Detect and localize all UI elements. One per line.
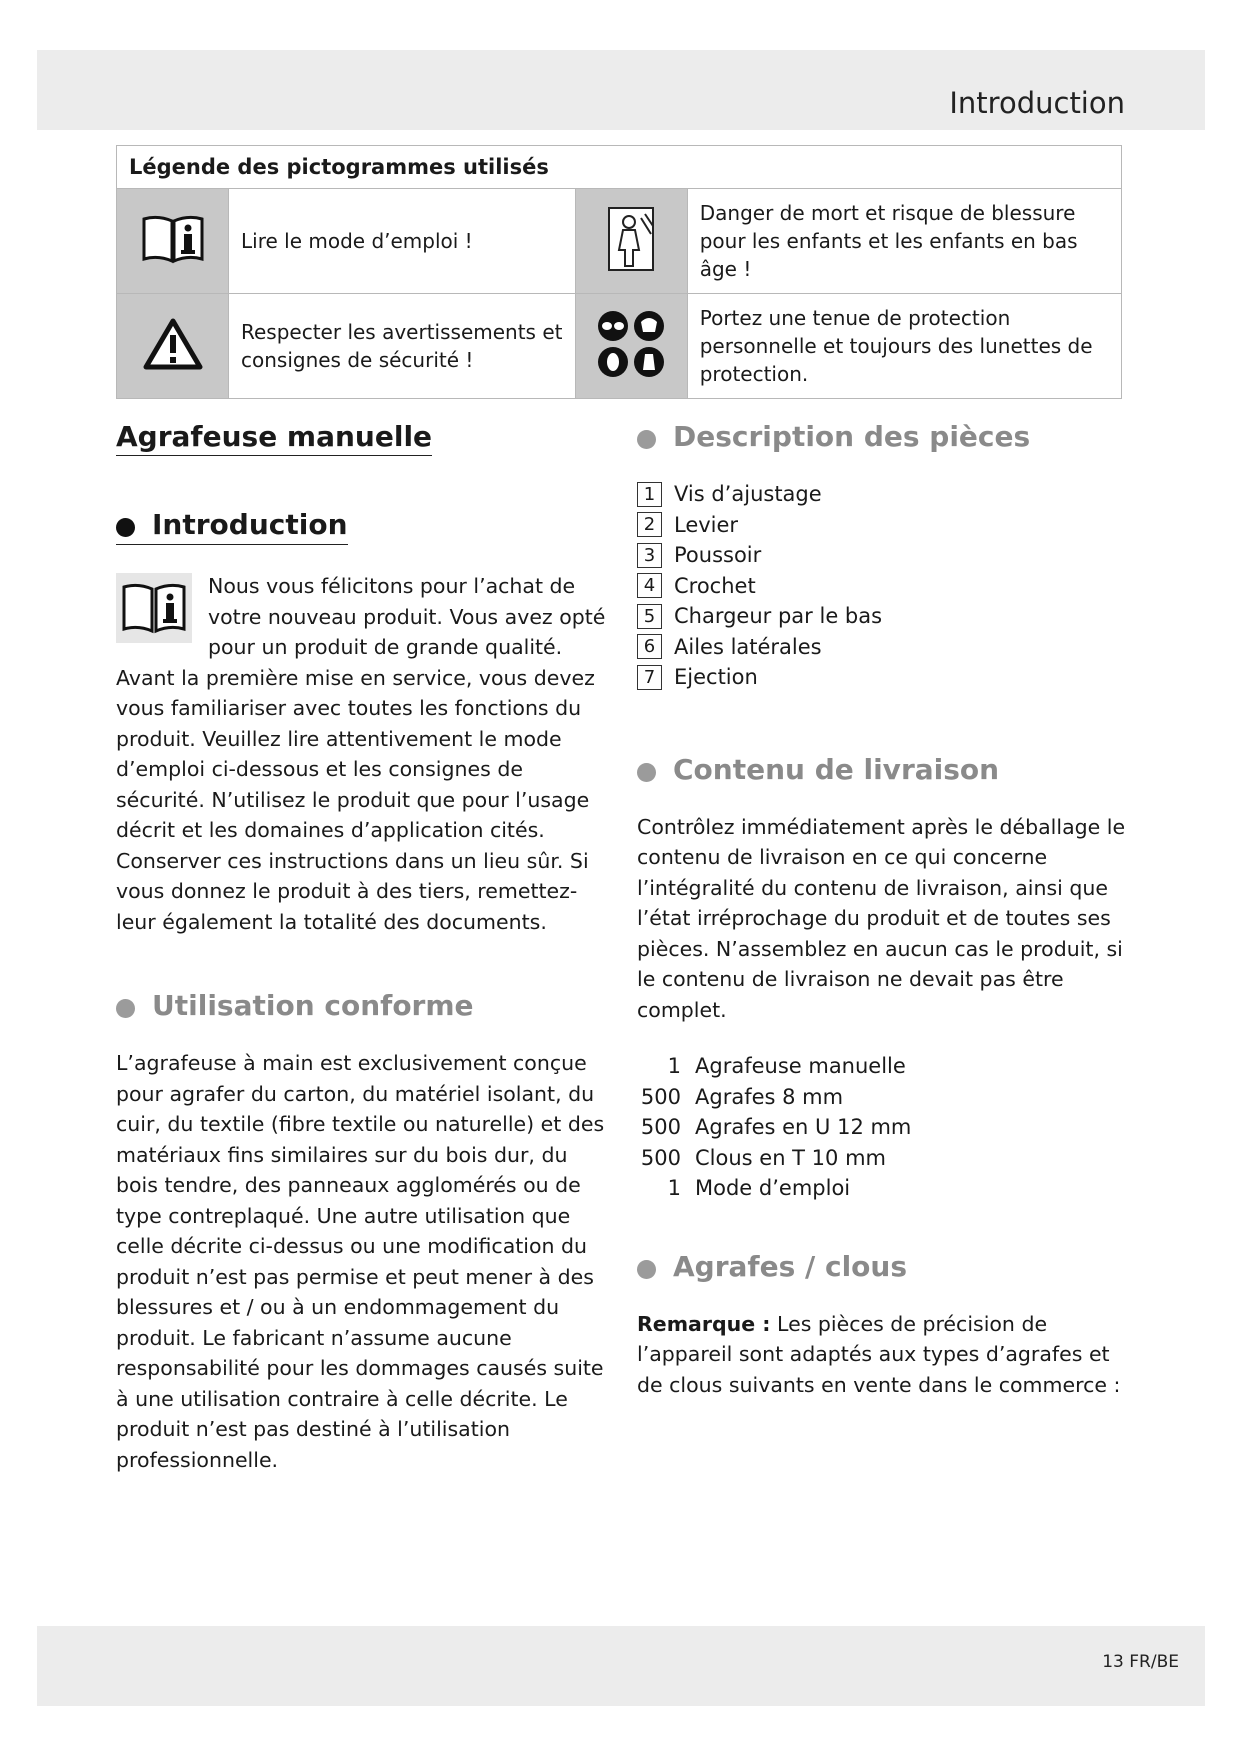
legend-title: Légende des pictogrammes utilisés	[117, 146, 1122, 189]
legend-icon-cell	[117, 189, 229, 294]
child-danger-icon	[601, 204, 661, 274]
delivery-qty: 500	[640, 1115, 681, 1139]
part-label: Vis d’ajustage	[674, 482, 822, 506]
list-item	[637, 510, 1127, 541]
list-item	[637, 540, 1127, 571]
part-label: Poussoir	[674, 543, 762, 567]
use-text: L’agrafeuse à main est exclusivement conçue pour agrafer du carton, du matériel isolant, du cuir, du textile (fibre textile ou naturelle) et des matériaux fins similaires sur du bois dur, du bois tendre, des panneaux agglomérés ou de type contreplaqué. Une autre utilisation que celle décrite ci-dessus ou une modification du produit n’est pas permise et peut mener à des blessures et / ou à un endommagement du produit. Le fabricant n’assume aucune responsabilité pour les dommages causés suite à une utilisation contraire à celle décrite. Le produit n’est pas destiné à l’utilisation professionnelle.	[116, 1051, 605, 1472]
use-heading: Utilisation conforme	[116, 989, 606, 1022]
legend-text: Portez une tenue de protection personnelle et toujours des lunettes de protection.	[687, 294, 1121, 399]
legend-icon-cell	[575, 189, 687, 294]
part-number: 1	[637, 482, 662, 507]
part-label: Levier	[674, 512, 739, 537]
delivery-qty: 500	[640, 1084, 681, 1109]
delivery-label: Mode d’emploi	[695, 1176, 851, 1200]
left-column	[116, 420, 606, 1475]
list-item	[637, 479, 1127, 510]
staples-heading: Agrafes / clous	[637, 1250, 1127, 1283]
legend-icon-cell	[117, 294, 229, 399]
bullet-dot-icon	[116, 999, 135, 1018]
note-paragraph	[637, 1309, 1127, 1401]
list-item	[637, 1082, 1127, 1113]
right-column	[637, 420, 1127, 1400]
header-band	[37, 50, 1205, 130]
list-item	[637, 632, 1127, 663]
part-number: 4	[637, 573, 662, 598]
delivery-label: Agrafes en U 12 mm	[695, 1115, 912, 1139]
list-item	[637, 1112, 1127, 1143]
intro-text: Nous vous félicitons pour l’achat de votre nouveau produit. Vous avez opté pour un produit de grande qualité. Avant la première mise en service, vous devez vous familiariser avec toutes les fonctions du produit. Veuillez lire attentivement le mode d’emploi ci-dessous et les consignes de sécurité. N’utilisez le produit que pour l’usage décrit et les domaines d’application cités. Conserver ces instructions dans un lieu sûr. Si vous donnez le produit à des tiers, remettez-leur également la totalité des documents.	[116, 574, 606, 934]
delivery-label: Agrafes 8 mm	[695, 1084, 844, 1109]
part-number: 7	[637, 665, 662, 690]
delivery-qty: 1	[667, 1054, 681, 1078]
delivery-label: Agrafeuse manuelle	[695, 1054, 906, 1078]
legend-icon-cell	[575, 294, 687, 399]
legend-text: Lire le mode d’emploi !	[229, 189, 576, 294]
delivery-text: Contrôlez immédiatement après le déballage le contenu de livraison en ce qui concerne l’intégralité du contenu de livraison, ainsi que l’état irréprochage du produit et de toutes ses pièces. N’assemblez en aucun cas le produit, si le contenu de livraison ne devait pas être complet.	[637, 814, 1126, 1022]
product-title: Agrafeuse manuelle	[116, 420, 432, 456]
delivery-label: Clous en T 10 mm	[695, 1145, 886, 1170]
bullet-dot-icon	[116, 518, 135, 537]
pictogram-legend-table	[116, 145, 1122, 399]
legend-text: Respecter les avertissements et consignes de sécurité !	[229, 294, 576, 399]
note-label: Remarque :	[637, 1311, 771, 1336]
part-number: 2	[637, 512, 662, 537]
legend-text: Danger de mort et risque de blessure pour les enfants et les enfants en bas âge !	[687, 189, 1121, 294]
bullet-dot-icon	[637, 1260, 656, 1279]
delivery-qty: 1	[667, 1176, 681, 1200]
list-item	[637, 571, 1127, 602]
part-label: Crochet	[674, 573, 756, 598]
part-number: 6	[637, 634, 662, 659]
parts-heading: Description des pièces	[637, 420, 1127, 453]
delivery-qty: 500	[640, 1145, 681, 1170]
part-number: 5	[637, 604, 662, 629]
protective-equipment-icon	[595, 308, 667, 380]
list-item	[637, 1051, 1127, 1082]
manual-info-icon	[116, 573, 192, 643]
list-item	[637, 601, 1127, 632]
delivery-list	[637, 1051, 1127, 1204]
intro-block	[116, 571, 606, 937]
warning-triangle-icon	[143, 317, 203, 371]
part-number: 3	[637, 543, 662, 568]
bullet-dot-icon	[637, 763, 656, 782]
page-number: 13 FR/BE	[1102, 1652, 1179, 1672]
bullet-dot-icon	[637, 430, 656, 449]
delivery-heading: Contenu de livraison	[637, 753, 1127, 786]
header-title: Introduction	[949, 86, 1125, 120]
part-label: Chargeur par le bas	[674, 604, 883, 628]
list-item	[637, 1173, 1127, 1204]
manual-info-icon	[140, 213, 206, 265]
intro-heading: Introduction	[116, 508, 348, 545]
parts-list	[637, 479, 1127, 693]
part-label: Ailes latérales	[674, 634, 822, 659]
list-item	[637, 662, 1127, 693]
note-text: Les pièces de précision de l’appareil sont adaptés aux types d’agrafes et de clous suivants en vente dans le commerce :	[637, 1311, 1121, 1397]
list-item	[637, 1143, 1127, 1174]
part-label: Ejection	[674, 665, 758, 689]
footer-band	[37, 1626, 1205, 1706]
